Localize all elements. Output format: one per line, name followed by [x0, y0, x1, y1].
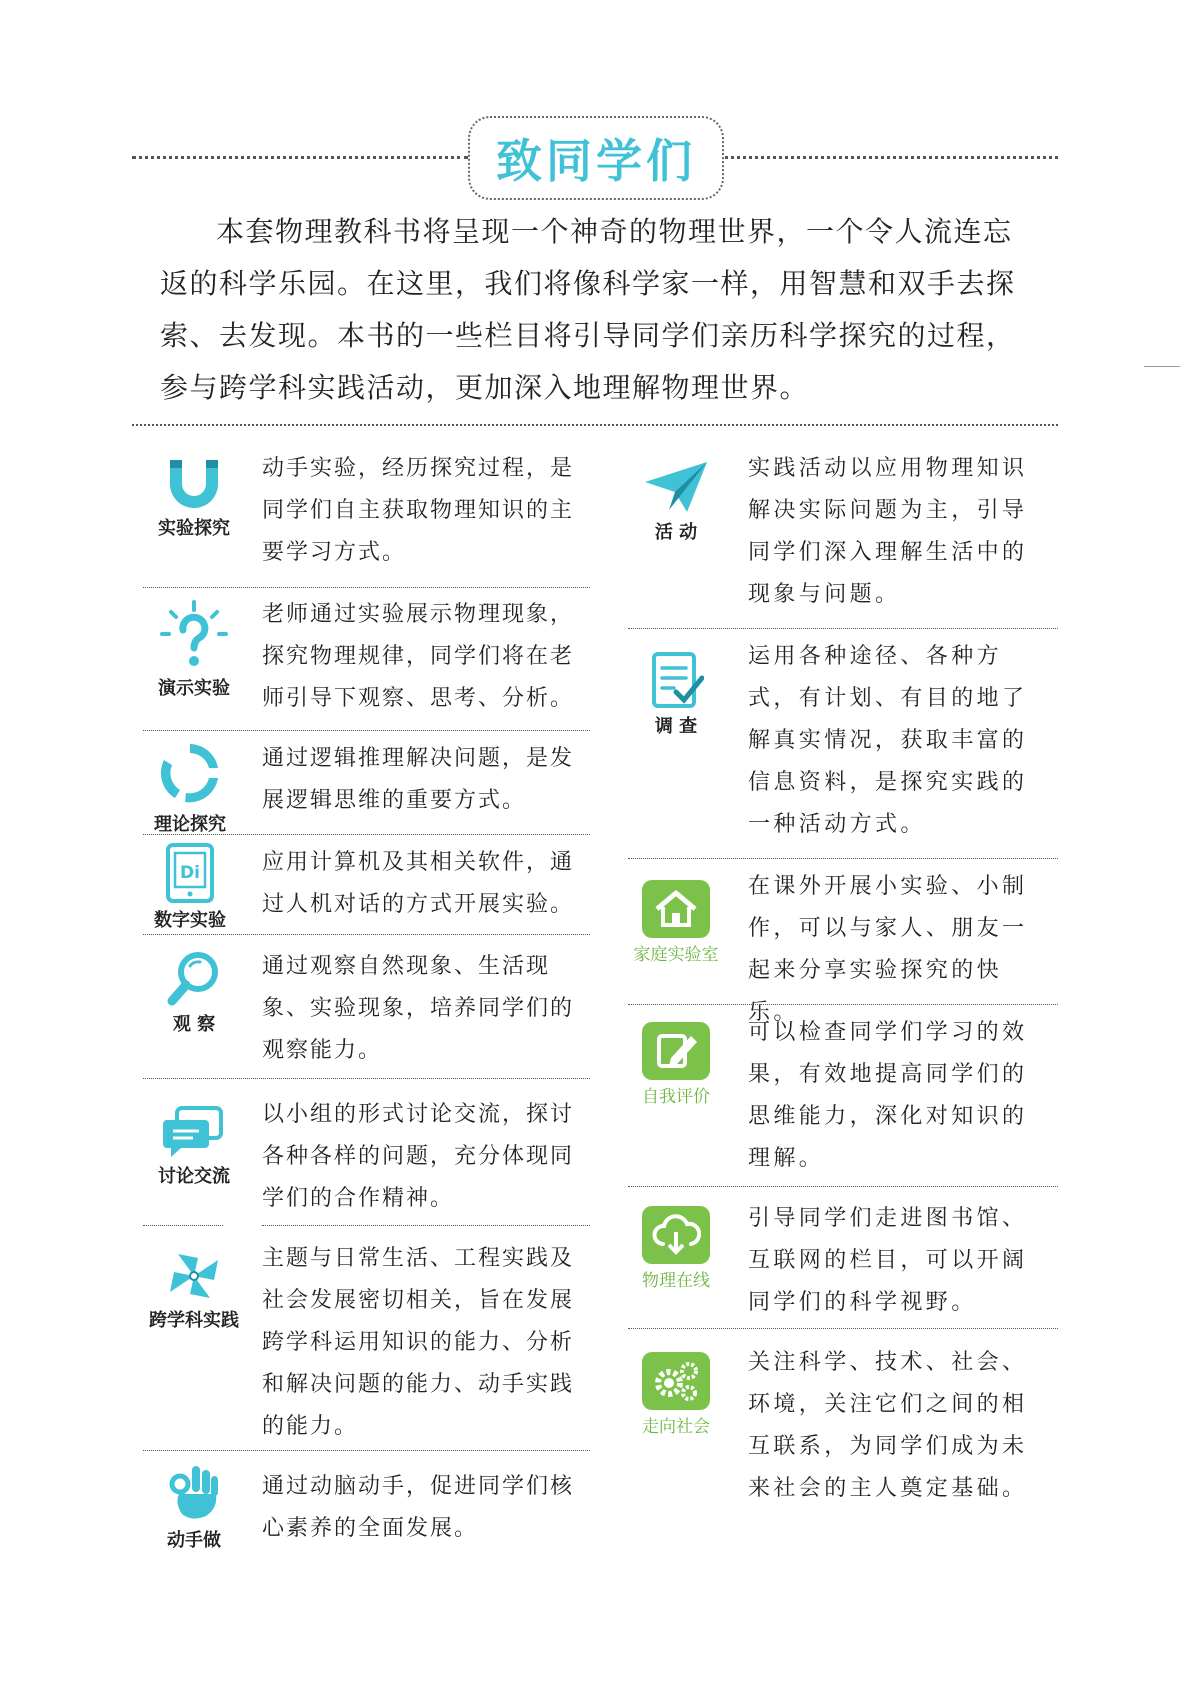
icon-label: 演示实验 — [158, 678, 230, 699]
icon-block-survey — [622, 650, 730, 738]
icon-label: 理论探究 — [154, 814, 226, 835]
magnifier-icon — [164, 948, 224, 1008]
margin-mark — [1144, 366, 1180, 367]
desc-survey: 运用各种途径、各种方式，有计划、有目的地了解真实情况，获取丰富的信息资料，是探究实践的一种活动方式。 — [748, 644, 1028, 837]
intro-paragraph: 本套物理教科书将呈现一个神奇的物理世界，一个令人流连忘返的科学乐园。在这里，我们将像科学家一样，用智慧和双手去探索、去发现。本书的一些栏目将引导同学们亲历科学探究的过程，参与跨学科实践活动，更加深入地理解物理世界。 — [160, 215, 1016, 404]
icon-label: 走向社会 — [642, 1417, 710, 1437]
page-title: 致同学们 — [496, 134, 696, 188]
chat-bubbles-icon — [161, 1104, 227, 1160]
icon-block-society — [622, 1352, 730, 1437]
title-rule-right — [720, 156, 1058, 159]
icon-label: 观 察 — [172, 1014, 216, 1035]
magnet-icon — [162, 454, 226, 512]
icon-label: 调 查 — [654, 716, 698, 737]
separator — [143, 1225, 223, 1226]
separator — [143, 834, 590, 835]
separator — [628, 1004, 1058, 1005]
desc-self-eval: 可以检查同学们学习的效果，有效地提高同学们的思维能力，深化对知识的理解。 — [748, 1020, 1028, 1171]
separator — [143, 587, 590, 588]
lightbulb-question-icon — [157, 598, 231, 672]
separator — [143, 934, 590, 935]
icon-label: 自我评价 — [642, 1087, 710, 1107]
desc-interdisciplinary: 主题与日常生活、工程实践及社会发展密切相关，旨在发展跨学科运用知识的能力、分析和解决问题的能力、动手实践的能力。 — [262, 1246, 575, 1439]
desc-home-lab: 在课外开展小实验、小制作，可以与家人、朋友一起来分享实验探究的快乐。 — [748, 874, 1028, 1025]
icon-label: 物理在线 — [642, 1271, 710, 1291]
icon-block-demo — [140, 598, 248, 700]
separator — [628, 1186, 1058, 1187]
svg-text:Di: Di — [180, 863, 200, 883]
cloud-download-icon — [642, 1206, 710, 1264]
gears-icon — [642, 1352, 710, 1410]
icon-block-observe — [140, 948, 248, 1036]
icon-block-discussion — [140, 1104, 248, 1188]
icon-label: 家庭实验室 — [633, 945, 719, 965]
clipboard-check-icon — [648, 650, 704, 710]
desc-experiment: 动手实验，经历探究过程，是同学们自主获取物理知识的主要学习方式。 — [262, 456, 575, 565]
cycle-arrows-icon — [155, 738, 225, 808]
icon-label: 动手做 — [167, 1530, 221, 1551]
separator — [628, 628, 1058, 629]
separator — [143, 730, 590, 731]
separator — [628, 1328, 1058, 1329]
icon-block-home-lab — [622, 880, 730, 965]
icon-label: 数字实验 — [154, 910, 226, 931]
tablet-di-icon — [164, 842, 216, 904]
desc-physics-online: 引导同学们走进图书馆、互联网的栏目，可以开阔同学们的科学视野。 — [748, 1206, 1028, 1315]
separator — [628, 858, 1058, 859]
icon-label: 活 动 — [654, 522, 698, 543]
icon-block-experiment — [140, 454, 248, 540]
desc-society: 关注科学、技术、社会、环境，关注它们之间的相互联系，为同学们成为未来社会的主人奠定基础。 — [748, 1350, 1028, 1501]
ok-hand-icon — [166, 1462, 222, 1524]
desc-discussion: 以小组的形式讨论交流，探讨各种各样的问题，充分体现同学们的合作精神。 — [262, 1102, 575, 1211]
icon-block-activity — [622, 458, 730, 544]
icon-block-digital — [136, 842, 244, 932]
icon-block-interdisciplinary — [140, 1248, 248, 1332]
icon-block-physics-online — [622, 1206, 730, 1291]
icon-label: 讨论交流 — [158, 1166, 230, 1187]
house-icon — [642, 880, 710, 938]
icon-label: 跨学科实践 — [149, 1310, 239, 1331]
icon-label: 实验探究 — [158, 518, 230, 539]
intro-separator — [132, 424, 1058, 426]
desc-observe: 通过观察自然现象、生活现象、实验现象，培养同学们的观察能力。 — [262, 954, 575, 1063]
desc-handson: 通过动脑动手，促进同学们核心素养的全面发展。 — [262, 1474, 575, 1541]
desc-activity: 实践活动以应用物理知识解决实际问题为主，引导同学们深入理解生活中的现象与问题。 — [748, 456, 1028, 607]
title-rule-left — [132, 156, 468, 159]
icon-block-self-eval — [622, 1022, 730, 1107]
title-box — [468, 116, 724, 200]
paper-plane-icon — [641, 458, 711, 516]
separator — [262, 1225, 590, 1226]
pencil-note-icon — [642, 1022, 710, 1080]
desc-digital: 应用计算机及其相关软件，通过人机对话的方式开展实验。 — [262, 850, 575, 917]
separator — [143, 1450, 590, 1451]
desc-demo: 老师通过实验展示物理现象，探究物理规律，同学们将在老师引导下观察、思考、分析。 — [262, 602, 575, 711]
icon-block-theory — [136, 738, 244, 836]
desc-theory: 通过逻辑推理解决问题，是发展逻辑思维的重要方式。 — [262, 746, 575, 813]
icon-block-handson — [140, 1462, 248, 1552]
separator — [143, 1078, 590, 1079]
pinwheel-icon — [164, 1248, 224, 1304]
